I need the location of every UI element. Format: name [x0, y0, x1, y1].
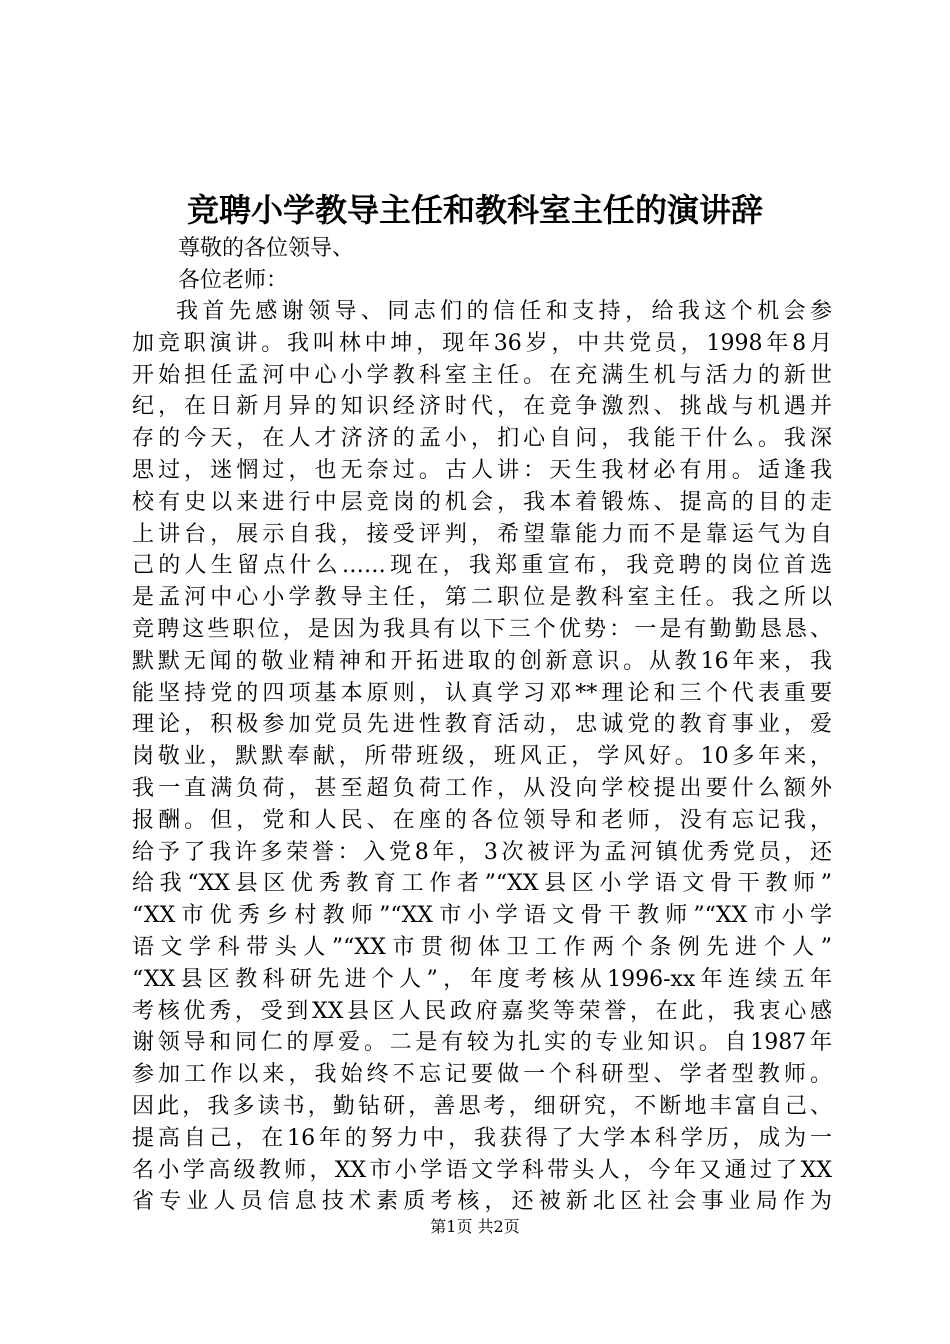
body-line: 名小学高级教师，XX市小学语文学科带头人，今年又通过了XX	[132, 1157, 832, 1183]
body-line: 因此，我多读书，勤钻研，善思考，细研究，不断地丰富自己、	[132, 1093, 832, 1119]
body-line: 竞聘这些职位，是因为我具有以下三个优势：一是有勤勤恳恳、	[132, 616, 832, 642]
body-line: 理论，积极参加党员先进性教育活动，忠诚党的教育事业，爱	[132, 712, 832, 738]
body-line: 给我“XX县区优秀教育工作者”“XX县区小学语文骨干教师”	[132, 871, 832, 897]
body-line: 考核优秀，受到XX县区人民政府嘉奖等荣誉，在此，我衷心感	[132, 998, 832, 1024]
body-line: 默默无闻的敬业精神和开拓进取的创新意识。从教16年来，我	[132, 648, 832, 674]
body-line: 加竞职演讲。我叫林中坤，现年36岁，中共党员，1998年8月	[132, 330, 832, 356]
body-line: 能坚持党的四项基本原则，认真学习邓**理论和三个代表重要	[132, 680, 832, 706]
page-footer: 第1页 共2页	[430, 1217, 520, 1236]
body-line: 己的人生留点什么……现在，我郑重宣布，我竞聘的岗位首选	[132, 553, 832, 579]
body-line: 省专业人员信息技术素质考核，还被新北区社会事业局作为	[132, 1189, 832, 1215]
body-line: 参加工作以来，我始终不忘记要做一个科研型、学者型教师。	[132, 1062, 832, 1088]
body-line: 我一直满负荷，甚至超负荷工作，从没向学校提出要什么额外	[132, 775, 832, 801]
body-line: 上讲台，展示自我，接受评判，希望靠能力而不是靠运气为自	[132, 521, 832, 547]
body-line: 报酬。但，党和人民、在座的各位领导和老师，没有忘记我，	[132, 807, 832, 833]
body-line: 纪，在日新月异的知识经济时代，在竞争激烈、挑战与机遇并	[132, 394, 832, 420]
body-line: 岗敬业，默默奉献，所带班级，班风正，学风好。10多年来，	[132, 744, 832, 770]
salutation-line-1: 尊敬的各位领导、	[178, 236, 355, 261]
body-text	[132, 296, 832, 1218]
body-line: 存的今天，在人才济济的孟小，扪心自问，我能干什么。我深	[132, 426, 832, 452]
body-line: “XX县区教科研先进个人”，年度考核从1996-xx年连续五年	[132, 966, 832, 992]
body-line: 思过，迷惘过，也无奈过。古人讲：天生我材必有用。适逢我	[132, 457, 832, 483]
body-line: 开始担任孟河中心小学教科室主任。在充满生机与活力的新世	[132, 362, 832, 388]
body-line: 我首先感谢领导、同志们的信任和支持，给我这个机会参	[176, 299, 832, 324]
body-line: 提高自己，在16年的努力中，我获得了大学本科学历，成为一	[132, 1125, 832, 1151]
body-line: 语文学科带头人”“XX市贯彻体卫工作两个条例先进个人”	[132, 934, 832, 960]
body-line: 给予了我许多荣誉：入党8年，3次被评为孟河镇优秀党员，还	[132, 839, 832, 865]
body-line: 校有史以来进行中层竞岗的机会，我本着锻炼、提高的目的走	[132, 489, 832, 515]
body-line: 是孟河中心小学教导主任，第二职位是教科室主任。我之所以	[132, 585, 832, 611]
salutation-line-2: 各位老师：	[178, 268, 289, 293]
document-title: 竞聘小学教导主任和教科室主任的演讲辞	[186, 191, 763, 229]
body-line: “XX市优秀乡村教师”“XX市小学语文骨干教师”“XX市小学	[132, 903, 832, 929]
body-line: 谢领导和同仁的厚爱。二是有较为扎实的专业知识。自1987年	[132, 1030, 832, 1056]
